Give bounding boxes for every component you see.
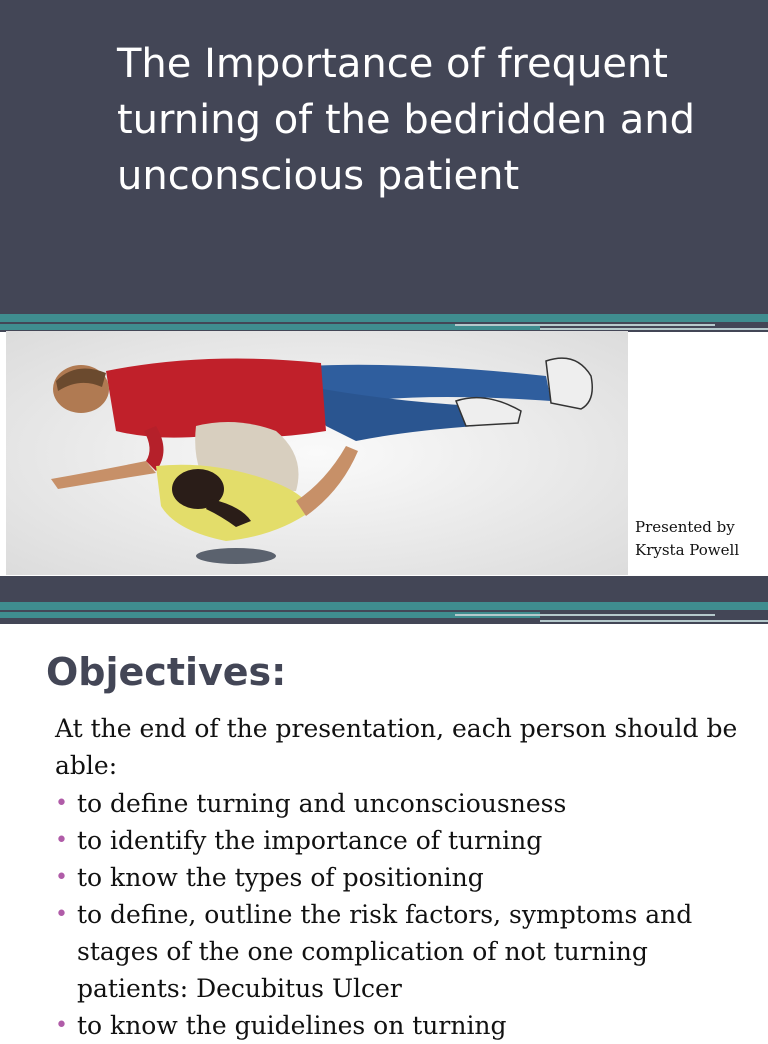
bullet-icon: • (55, 828, 68, 853)
list-item (55, 896, 745, 1007)
list-item-text: to know the types of positioning (77, 863, 484, 892)
list-item-text: to define, outline the risk factors, symptoms and stages of the one complication of not turning patients: Decubitus Ulcer (77, 900, 693, 1003)
presenter-label: Presented by (635, 518, 735, 536)
decorative-band-top (0, 312, 768, 332)
presenter-name: Krysta Powell (635, 541, 740, 559)
bullet-icon: • (55, 865, 68, 890)
list-item (55, 785, 745, 822)
presenter-credit (635, 516, 765, 562)
list-item-text: to know the guidelines on turning (77, 1011, 507, 1040)
list-item (55, 822, 745, 859)
bullet-icon: • (55, 791, 68, 816)
list-item-text: to identify the importance of turning (77, 826, 543, 855)
bullet-icon: • (55, 902, 68, 927)
list-item-text: to define turning and unconsciousness (77, 789, 567, 818)
bullet-icon: • (55, 1013, 68, 1038)
slide-title: The Importance of frequent turning of the bedridden and unconscious patient (117, 41, 695, 199)
objectives-heading: Objectives: (46, 650, 287, 694)
objectives-list (55, 785, 745, 1044)
list-item (55, 1007, 745, 1044)
decorative-band-bottom (0, 576, 768, 630)
title-slide-header (0, 0, 768, 312)
patient-turning-photo (6, 331, 628, 575)
list-item (55, 859, 745, 896)
objectives-intro: At the end of the presentation, each person should be able: (55, 714, 738, 780)
objectives-slide (0, 630, 768, 1040)
